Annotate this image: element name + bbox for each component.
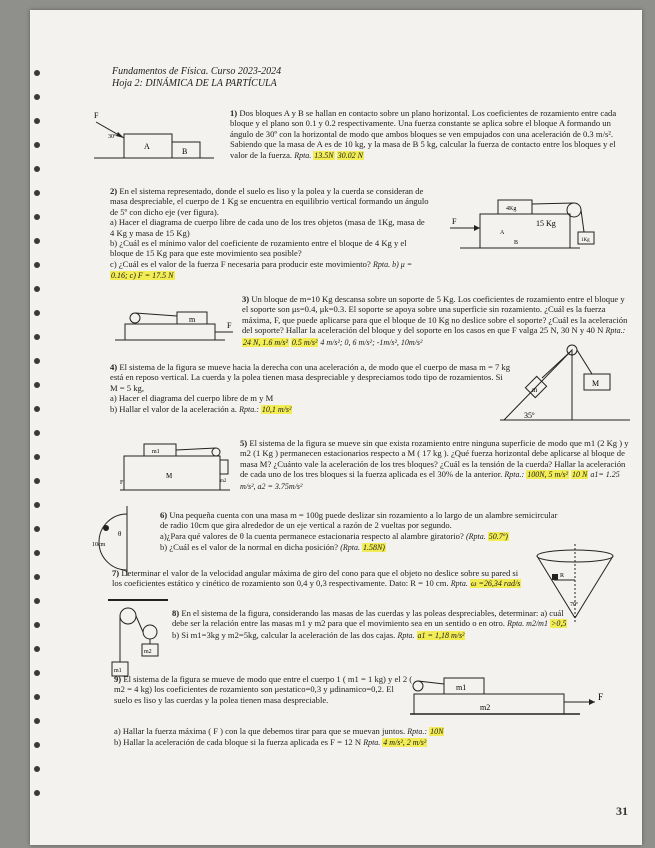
problem-8: 8) En el sistema de la figura, considerando las masas de las cuerdas y las poleas despreciables, determinar: a) cuál debe ser la relación entre las masas m1 y m2 para que el movimiento sea en un sentido o en otro. Rpta. m2/m1 >0,5 b) Si m1=3kg y m2=5kg, calcular la aceleración de las dos cajas. Rpta. a1 = 1,18 m/s²: [172, 608, 567, 640]
problem-9-parts: a) Hallar la fuerza máxima ( F ) con la que debemos tirar para que se muevan juntos. Rpta.: 10N b) Hallar la aceleración de cada bloque si la fuerza aplicada es F = 12 N Rpta. 4 m/s², 2 m/s²: [114, 726, 444, 748]
p4-answer: Rpta.: 10,1 m/s²: [239, 404, 292, 414]
fig3-block: m: [189, 315, 196, 324]
fig4-m: m: [532, 386, 538, 394]
p8-part-b: b) Si m1=3kg y m2=5kg, calcular la aceleración de las dos cajas.: [172, 629, 396, 640]
fig1-force: F: [94, 111, 99, 120]
fig2-m1: 4Kg: [506, 206, 517, 212]
p2-part-a: a) Hacer el diagrama de cuerpo libre de cada uno de los tres objetos (masa de 1Kg, masa de 4 Kg y masa de 15 Kg): [110, 217, 425, 238]
p3-answer: Rpta.: 24 N, 1.6 m/s² 0.5 m/s² 4 m/s²; 0, 6 m/s²; -1m/s², 10m/s²: [243, 326, 626, 347]
p9-answer-a: 10N: [430, 727, 444, 736]
p4-part-a: a) Hacer el diagrama del cuerpo libre de m y M: [110, 393, 274, 404]
problem-7: [112, 568, 522, 590]
fig4-angle: 35º: [524, 411, 535, 420]
fig2-force: F: [452, 217, 457, 226]
fig2-label-a: A: [500, 230, 505, 236]
fig6-theta: θ: [118, 530, 122, 538]
p5-text: El sistema de la figura se mueve sin que exista rozamiento entre ninguna superficie de modo que m1 (2 Kg ) y m2 (1 Kg ) permanecen estacionarios respecto a M ( 17 kg ). ¿Qué fuerza horizontal debe aplicarse al bloque de masa M? ¿Cuánto vale la aceleración de los tres bloques? ¿Cuál es la tensión de la cuerda? Hallar la aceleración de cada uno de los tres bloques si la fuerza aplicada es el 30% de la anterior.: [240, 438, 629, 480]
p9-number: 9): [114, 674, 122, 684]
figure-2: [450, 186, 600, 256]
p8-answer-b: a1 = 1,18 m/s²: [417, 630, 465, 640]
p6-answer-a: 50.7º): [488, 531, 508, 541]
figure-6: [92, 506, 162, 576]
fig9-m1: m1: [456, 683, 467, 692]
fig1-block-a: A: [144, 142, 150, 151]
fig7-r: R: [560, 573, 565, 579]
p6-number: 6): [160, 510, 168, 520]
p5-answer: Rpta.: 100N, 5 m/s² 10 N a1= 1.25 m/s², a2 = 3.75m/s²: [240, 470, 620, 491]
p4-number: 4): [110, 362, 118, 372]
p2-part-c: c) ¿Cuál es el valor de la fuerza F necesaria para producir este movimiento?: [110, 258, 371, 269]
figure-5: [120, 438, 230, 494]
p5-number: 5): [240, 438, 248, 448]
p6-part-a: a)¿Para qué valores de θ la cuenta permanece estacionaria respecto al alambre giratorio?: [160, 530, 464, 541]
page-number: 31: [616, 804, 628, 818]
fig1-block-b: B: [182, 147, 188, 156]
p2-text: En el sistema representado, donde el suelo es liso y la polea y la cuerda se consideran de masa despreciable, el cuerpo de 1 Kg se encuentra en equilibrio vertical formando un ángulo de 5º con dicho eje (ver figura).: [110, 186, 429, 217]
fig7-angle: 70º: [570, 602, 578, 608]
p8-answer-a: >0,5: [550, 619, 567, 629]
problem-4: [110, 362, 510, 415]
p2-answer: Rpta. b) μ = 0.16; c) F = 17.5 N: [111, 259, 413, 281]
p9-answer-b: 4 m/s², 2 m/s²: [383, 738, 427, 748]
fig8-m2: m2: [144, 649, 152, 655]
problem-2: [110, 186, 430, 282]
p2-number: 2): [110, 186, 118, 196]
binder-holes: [34, 70, 42, 840]
p7-answer: Rpta. ω =26,34 rad/s: [450, 579, 521, 589]
p6-text: Una pequeña cuenta con una masa m = 100g puede deslizar sin rozamiento a lo largo de un alambre semicircular de radio 10cm que gira alrededor de un eje vertical a razón de 2 vueltas por segundo.: [160, 510, 558, 531]
figure-8: [108, 596, 168, 686]
fig4-big-m: M: [592, 379, 600, 388]
p3-number: 3): [242, 294, 250, 304]
worksheet-page: [30, 10, 642, 845]
fig6-radius: 10cm: [92, 542, 106, 548]
fig5-force: F: [120, 480, 124, 486]
fig9-force: F: [598, 692, 604, 702]
p4-text: El sistema de la figura se mueve hacia la derecha con una aceleración a, de modo que el cuerpo de masa m = 7 kg está en reposo vertical. La cuerda y la polea tienen masa despreciable y despreciamos todo tipo de rozamientos. Si M = 5 kg,: [110, 362, 511, 393]
figure-4: [500, 340, 630, 430]
fig2-label-b: B: [514, 240, 519, 246]
problem-5: [240, 438, 632, 492]
p8-number: 8): [172, 608, 180, 618]
page-header: [112, 66, 281, 90]
p9-part-a: a) Hallar la fuerza máxima ( F ) con la que debemos tirar para que se muevan juntos.: [114, 726, 406, 736]
fig5-m2: m2: [220, 479, 227, 484]
figure-9: [410, 670, 610, 722]
p9-part-b: b) Hallar la aceleración de cada bloque si la fuerza aplicada es F = 12 N: [114, 737, 362, 748]
p6-part-b: b) ¿Cuál es el valor de la normal en dicha posición?: [160, 542, 339, 553]
fig9-m2: m2: [480, 703, 491, 712]
fig5-big-m: M: [166, 472, 173, 480]
course-title: Fundamentos de Física. Curso 2023-2024: [112, 66, 282, 77]
p4-part-b: b) Hallar el valor de la aceleración a.: [110, 403, 237, 414]
p1-number: 1): [230, 108, 238, 118]
fig2-m2: 15 Kg: [536, 219, 556, 228]
sheet-title: Hoja 2: DINÁMICA DE LA PARTÍCULA: [112, 78, 277, 89]
figure-1: [94, 108, 214, 168]
fig3-force: F: [227, 321, 232, 330]
p8-text: En el sistema de la figura, considerando las masas de las cuerdas y las poleas despreciables, determinar: a) cuál debe ser la relación entre las masas m1 y m2 para que el movimiento sea en un sentido o en otro.: [172, 608, 564, 629]
p1-answer: Rpta. 13.5N 30.02 N: [294, 150, 363, 160]
p1-text: Dos bloques A y B se hallan en contacto sobre un plano horizontal. Los coeficientes de rozamiento entre cada bloque y el plano son 0.1 y 0.2 respectivamente. Una fuerza constante se aplica sobre el bloque A formando un ángulo de 30º con la horizontal de modo que ambos bloques se ven empujados con una aceleración de 0.3 m/s². Sabiendo que la masa de A es de 10 kg, y la masa de B 5 kg, calcular la fuerza de contacto entre los bloques y el valor de la fuerza.: [230, 108, 617, 160]
figure-3: [115, 302, 235, 344]
fig8-m1: m1: [114, 668, 122, 674]
fig5-m1: m1: [152, 449, 160, 455]
p7-number: 7): [112, 568, 120, 578]
p6-answer-b: 1.58N): [362, 543, 385, 553]
fig1-angle: 30º: [108, 134, 116, 140]
problem-6: 6) Una pequeña cuenta con una masa m = 100g puede deslizar sin rozamiento a lo largo de un alambre semicircular de radio 10cm que gira alrededor de un eje vertical a razón de 2 vueltas por segundo. a)¿Para qué valores de θ la cuenta permanece estacionaria respecto al alambre giratorio? (Rpta. 50.7º) b) ¿Cuál es el valor de la normal en dicha posición? (Rpta. 1.58N): [160, 510, 558, 553]
problem-1: [230, 108, 630, 161]
p2-part-b: b) ¿Cuál es el mínimo valor del coeficiente de rozamiento entre el bloque de 4 Kg y el bloque de 15 Kg para que este movimiento sea posible?: [110, 238, 407, 259]
problem-9: [114, 674, 414, 705]
p9-text: El sistema de la figura se mueve de modo que entre el cuerpo 1 ( m1 = 1 kg) y el 2 ( m2 = 4 kg) los coeficientes de rozamiento son μestatico=0,3 y μdinamico=0,2. El suelo es liso y las cuerdas y la polea tienen masa despreciable.: [114, 674, 413, 705]
p7-text: Determinar el valor de la velocidad angular máxima de giro del cono para que el objeto no deslice sobre su pared si los coeficientes estático y cinético de rozamiento son 0,4 y 0,3 respectivamente. Dato: R = 10 cm.: [112, 568, 519, 589]
fig2-m3: 1Kg: [581, 238, 590, 243]
p3-text: Un bloque de m=10 Kg descansa sobre un soporte de 5 Kg. Los coeficientes de rozamiento entre el bloque y el soporte son μs=0.4, μk=0.3. El soporte se apoya sobre una superficie sin rozamiento. ¿Cuál es la fuerza máxima, F, que puede aplicarse para que el bloque de 10 Kg no deslice sobre el soporte? ¿Cuál es la aceleración del soporte? Hallar la aceleración del bloque y del soporte en los casos en que F valga 25 N, 30 N y 40 N: [242, 294, 628, 336]
